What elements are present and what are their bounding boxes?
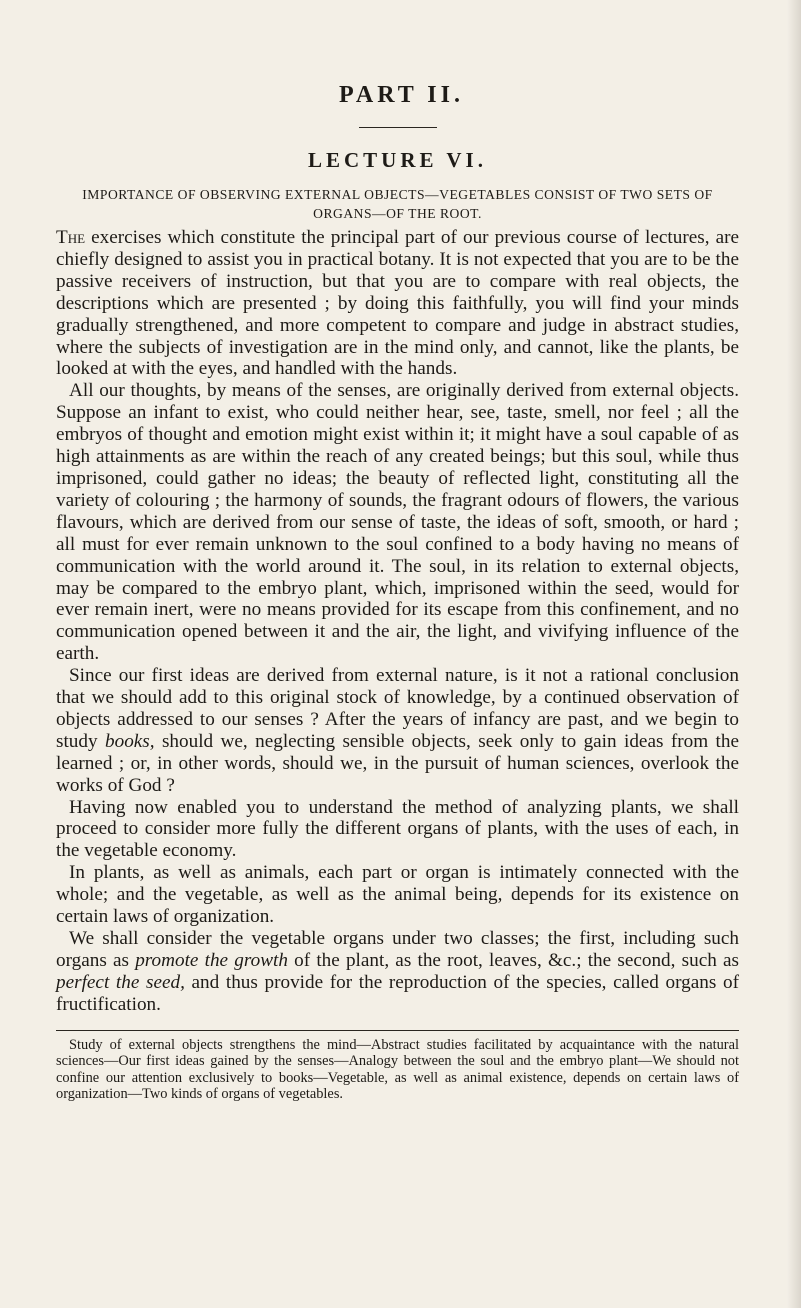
opening-word: The [56, 227, 86, 248]
footnote-divider [56, 1030, 739, 1031]
paragraph-5: In plants, as well as animals, each part or organ is intimately connected with the whole; and the vegetable, as well as the animal being, depends for its existence on certain laws of organization. [56, 862, 739, 928]
paragraph-3-emphasis: books, [105, 730, 155, 752]
part-title: PART II. [339, 82, 464, 108]
paragraph-6-text-a: We shall consider the vegetable organs under two classes; the first, including such organs as [56, 928, 739, 971]
paragraph-6-emphasis-b: perfect the seed, [56, 971, 185, 993]
paragraph-2: All our thoughts, by means of the senses, are originally derived from external objects. Suppose an infant to exist, who could neither hear, see, taste, smell, nor feel ; all the embryos of thought and emotion might exist within it; it might have a soul capable of as high attainments as are within the reach of any created beings; but this soul, while thus imprisoned, could gather no ideas; the beauty of reflected light, constituting all the variety of colouring ; the harmony of sounds, the fragrant odours of flowers, the various flavours, which are derived from our sense of taste, the ideas of soft, smooth, or hard ; all must for ever remain unknown to the soul confined to a body having no means of communication with the world around it. The soul, in its relation to external objects, may be compared to the embryo plant, which, imprisoned within the seed, would for ever remain inert, were no means provided for its escape from this confinement, and no communication opened between it and the air, the light, and vivifying influence of the earth. [56, 380, 739, 665]
paragraph-6-text-b: of the plant, as the root, leaves, &c.; the second, such as [287, 949, 739, 971]
paragraph-3-text-a: Since our first ideas are derived from external nature, is it not a rational conclusion that we should add to this original stock of knowledge, by a continued observation of objects addressed to our senses ? After the years of infancy are past, and we begin to study [56, 665, 739, 752]
paragraph-6-text-c: and thus provide for the reproduction of the species, called organs of fructification. [56, 971, 739, 1015]
paragraph-1-text: exercises which constitute the principal part of our previous course of lectures, are chiefly designed to assist you in practical botany. It is not expected that you are to be the passive receivers of instruction, but that you are to compare with real objects, the descriptions which are presented ; by doing this faithfully, you will find your minds gradually strengthened, and more competent to compare and judge in abstract studies, where the subjects of investigation are in the mind only, and cannot, like the plants, be looked at with the eyes, and handled with the hands. [56, 227, 739, 380]
paragraph-3-text-b: should we, neglecting sensible objects, seek only to gain ideas from the learned ; or, in other words, should we, in the pursuit of human sciences, overlook the works of God ? [56, 730, 739, 796]
paragraph-3 [56, 665, 739, 796]
paragraph-4: Having now enabled you to understand the method of analyzing plants, we shall proceed to consider more fully the different organs of plants, with the uses of each, in the vegetable economy. [56, 796, 739, 862]
paragraph-1 [56, 227, 739, 380]
paragraph-6 [56, 928, 739, 1016]
lecture-body [56, 227, 739, 1016]
paragraph-6-emphasis-a: promote the growth [135, 949, 288, 971]
lecture-title: LECTURE VI. [308, 148, 487, 172]
lecture-summary: IMPORTANCE OF OBSERVING EXTERNAL OBJECTS—VEGETABLES CONSIST OF TWO SETS OF ORGANS—OF THE ROOT. [82, 187, 713, 221]
footnote: Study of external objects strengthens the mind—Abstract studies facilitated by acquaintance with the natural sciences—Our first ideas gained by the senses—Analogy between the soul and the embryo plant—We should not confine our attention exclusively to books—Vegetable, as well as animal existence, depends on certain laws of organization—Two kinds of organs of vegetables. [56, 1036, 739, 1103]
page-edge-shadow [787, 0, 801, 1308]
title-divider [359, 127, 437, 128]
